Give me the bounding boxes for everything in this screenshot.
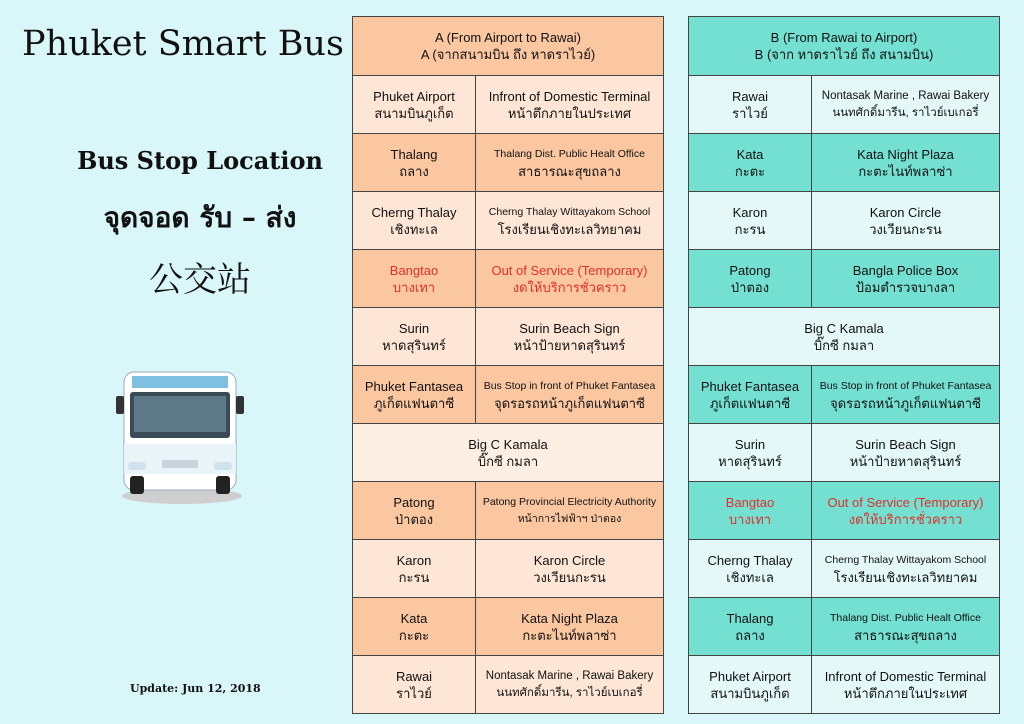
stop-name-en: Thalang bbox=[726, 610, 774, 626]
table-row bbox=[353, 424, 663, 482]
stop-name-th: กะตะ bbox=[734, 163, 766, 179]
location-th: หน้าตึกภายในประเทศ bbox=[843, 685, 968, 701]
stop-name-th: บิ๊กซี กมลา bbox=[813, 337, 875, 353]
location-th: วงเวียนกะรน bbox=[869, 221, 942, 237]
stop-name-th: ป่าตอง bbox=[394, 511, 434, 527]
table-row bbox=[689, 308, 999, 366]
table-row bbox=[689, 76, 999, 134]
stop-name-th: กะรน bbox=[734, 221, 766, 237]
location-en: Surin Beach Sign bbox=[519, 320, 620, 336]
table-row bbox=[353, 250, 663, 308]
stop-name-en: Patong bbox=[393, 494, 435, 510]
stop-name-en: Surin bbox=[398, 320, 430, 336]
location-th: หน้าการไฟฟ้าฯ ป่าตอง bbox=[517, 512, 622, 525]
location-en: Nontasak Marine , Rawai Bakery bbox=[821, 89, 990, 102]
location-en: Bangla Police Box bbox=[852, 262, 959, 278]
table-row bbox=[353, 598, 663, 656]
location-th: นนทศักดิ์มารีน, ราไวย์เบเกอรี่ bbox=[496, 686, 643, 699]
table-row bbox=[689, 366, 999, 424]
location-en: Karon Circle bbox=[869, 204, 942, 220]
location-th: จุดรอรถหน้าภูเก็ตแฟนตาซี bbox=[830, 395, 981, 411]
table-row bbox=[689, 540, 999, 598]
location-th: กะตะไนท์พลาซ่า bbox=[522, 627, 617, 643]
stop-name-th: ราไวย์ bbox=[396, 685, 432, 701]
route-b-table bbox=[688, 16, 1000, 714]
location-en: Infront of Domestic Terminal bbox=[824, 668, 987, 684]
location-th: สาธารณะสุขถลาง bbox=[854, 627, 957, 643]
stop-name-en: Kata bbox=[400, 610, 428, 626]
stop-name-th: ภูเก็ตแฟนตาซี bbox=[373, 395, 455, 411]
stop-name-th: บางเทา bbox=[728, 511, 772, 527]
location-en: Thalang Dist. Public Healt Office bbox=[494, 147, 645, 160]
stop-name-th: บางเทา bbox=[392, 279, 436, 295]
table-row bbox=[689, 250, 999, 308]
route-a-header-en: A (From Airport to Rawai) bbox=[435, 30, 581, 45]
stop-name-th: กะรน bbox=[398, 569, 430, 585]
stop-name-en: Phuket Fantasea bbox=[364, 378, 464, 394]
route-b-header-th: B (จาก หาดราไวย์ ถึง สนามบิน) bbox=[754, 47, 934, 62]
stop-name-th: กะตะ bbox=[398, 627, 430, 643]
location-en: Out of Service (Temporary) bbox=[827, 494, 984, 510]
location-th: งดให้บริการชั่วคราว bbox=[848, 511, 963, 527]
location-th: วงเวียนกะรน bbox=[533, 569, 606, 585]
location-th: สาธารณะสุขถลาง bbox=[518, 163, 621, 179]
table-row bbox=[689, 598, 999, 656]
route-b-header-en: B (From Rawai to Airport) bbox=[770, 30, 918, 45]
location-en: Patong Provincial Electricity Authority bbox=[482, 495, 657, 508]
stop-name-en: Bangtao bbox=[389, 262, 439, 278]
location-th: หน้าป้ายหาดสุรินทร์ bbox=[849, 453, 962, 469]
table-row bbox=[689, 482, 999, 540]
subheading-thai: จุดจอด รับ – ส่ง bbox=[103, 201, 297, 234]
location-en: Karon Circle bbox=[533, 552, 606, 568]
stop-name-en: Phuket Airport bbox=[709, 668, 791, 684]
table-row bbox=[689, 656, 999, 713]
table-row bbox=[353, 76, 663, 134]
stop-name-en: Rawai bbox=[731, 88, 769, 104]
location-en: Thalang Dist. Public Healt Office bbox=[830, 611, 981, 624]
location-en: Nontasak Marine , Rawai Bakery bbox=[485, 669, 654, 682]
stop-name-th: หาดสุรินทร์ bbox=[718, 453, 782, 469]
route-a-header-th: A (จากสนามบิน ถึง หาดราไวย์) bbox=[420, 47, 596, 62]
stop-name-en: Karon bbox=[732, 204, 768, 220]
location-en: Kata Night Plaza bbox=[521, 610, 618, 626]
stop-name-th: ถลาง bbox=[399, 163, 429, 179]
stop-name-en: Phuket Airport bbox=[373, 88, 455, 104]
location-th: งดให้บริการชั่วคราว bbox=[512, 279, 627, 295]
stop-name-th: สนามบินภูเก็ต bbox=[710, 685, 790, 701]
table-row bbox=[353, 482, 663, 540]
table-row bbox=[689, 192, 999, 250]
location-en: Bus Stop in front of Phuket Fantasea bbox=[483, 379, 656, 392]
table-row bbox=[689, 424, 999, 482]
table-row bbox=[689, 134, 999, 192]
location-th: กะตะไนท์พลาซ่า bbox=[858, 163, 953, 179]
stop-name-th: ราไวย์ bbox=[732, 105, 768, 121]
stop-name-en: Bangtao bbox=[725, 494, 775, 510]
table-row bbox=[353, 656, 663, 713]
route-a-table bbox=[352, 16, 664, 714]
table-row bbox=[353, 540, 663, 598]
stop-name-th: ป่าตอง bbox=[730, 279, 770, 295]
table-row bbox=[353, 308, 663, 366]
location-en: Surin Beach Sign bbox=[855, 436, 956, 452]
location-th: จุดรอรถหน้าภูเก็ตแฟนตาซี bbox=[494, 395, 645, 411]
location-th: หน้าป้ายหาดสุรินทร์ bbox=[513, 337, 626, 353]
stop-name-en: Big C Kamala bbox=[804, 320, 884, 336]
location-th: ป้อมตำรวจบางลา bbox=[855, 279, 956, 295]
location-th: หน้าตึกภายในประเทศ bbox=[507, 105, 632, 121]
subheading-chinese: 公交站 bbox=[149, 260, 251, 300]
stop-name-en: Kata bbox=[736, 146, 764, 162]
stop-name-en: Surin bbox=[734, 436, 766, 452]
stop-name-th: ภูเก็ตแฟนตาซี bbox=[709, 395, 791, 411]
location-en: Infront of Domestic Terminal bbox=[488, 88, 651, 104]
table-row bbox=[353, 134, 663, 192]
stop-name-en: Cherng Thalay bbox=[707, 552, 793, 568]
route-a-header bbox=[353, 17, 663, 76]
table-row bbox=[353, 192, 663, 250]
update-date: Update: Jun 12, 2018 bbox=[130, 682, 261, 695]
stop-name-en: Cherng Thalay bbox=[371, 204, 457, 220]
stop-name-th: บิ๊กซี กมลา bbox=[477, 453, 539, 469]
location-en: Cherng Thalay Wittayakom School bbox=[488, 205, 651, 218]
subheading-english: Bus Stop Location bbox=[77, 146, 323, 175]
stop-name-en: Phuket Fantasea bbox=[700, 378, 800, 394]
stop-name-th: หาดสุรินทร์ bbox=[382, 337, 446, 353]
location-th: โรงเรียนเชิงทะเลวิทยาคม bbox=[833, 569, 978, 585]
stop-name-en: Karon bbox=[396, 552, 432, 568]
route-b-header bbox=[689, 17, 999, 76]
location-en: Kata Night Plaza bbox=[857, 146, 954, 162]
table-row bbox=[353, 366, 663, 424]
location-en: Cherng Thalay Wittayakom School bbox=[824, 553, 987, 566]
location-th: นนทศักดิ์มารีน, ราไวย์เบเกอรี่ bbox=[832, 106, 979, 119]
stop-name-th: ถลาง bbox=[735, 627, 765, 643]
stop-name-th: เชิงทะเล bbox=[390, 221, 438, 237]
page-title: Phuket Smart Bus bbox=[22, 24, 344, 64]
stop-name-th: เชิงทะเล bbox=[726, 569, 774, 585]
location-th: โรงเรียนเชิงทะเลวิทยาคม bbox=[497, 221, 642, 237]
stop-name-en: Rawai bbox=[395, 668, 433, 684]
stop-name-en: Big C Kamala bbox=[468, 436, 548, 452]
location-en: Out of Service (Temporary) bbox=[491, 262, 648, 278]
stop-name-en: Thalang bbox=[390, 146, 438, 162]
stop-name-th: สนามบินภูเก็ต bbox=[374, 105, 454, 121]
location-en: Bus Stop in front of Phuket Fantasea bbox=[819, 379, 992, 392]
bus-image bbox=[104, 358, 254, 508]
stop-name-en: Patong bbox=[729, 262, 771, 278]
